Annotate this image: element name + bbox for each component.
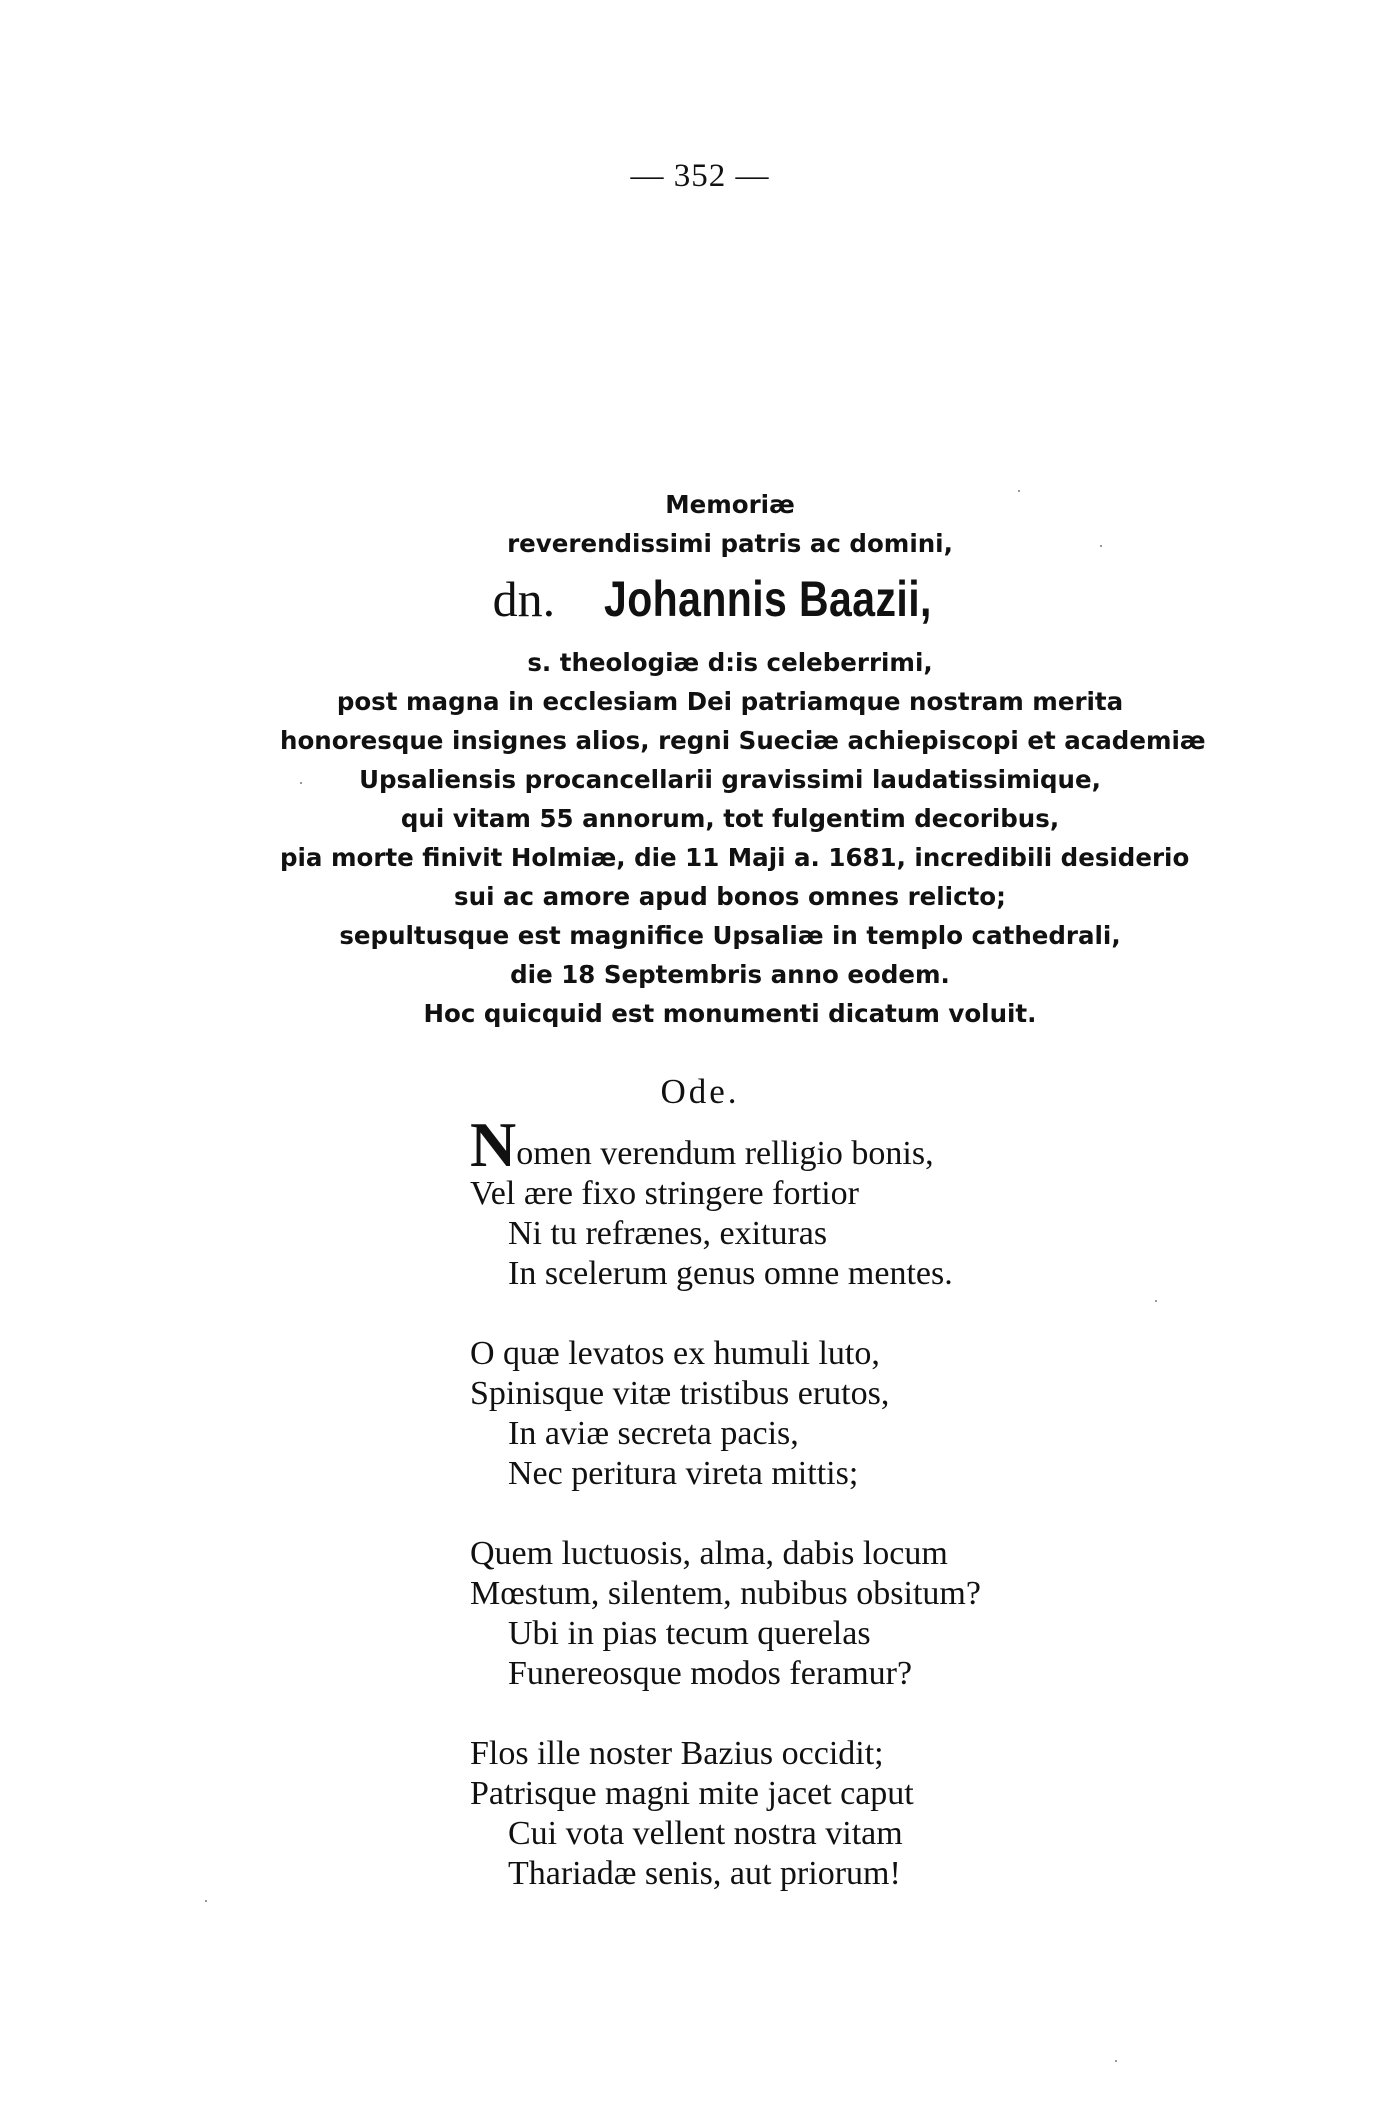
dedication-line: Upsaliensis procancellarii gravissimi laudatissimique, — [359, 765, 1101, 794]
verse-text: omen verendum relligio bonis, — [516, 1135, 934, 1172]
verse: Thariadæ senis, aut priorum! — [508, 1855, 901, 1892]
paper-speck — [205, 1900, 207, 1902]
verse: Flos ille noster Bazius occidit; — [470, 1735, 884, 1772]
dedication-line: reverendissimi patris ac domini, — [507, 529, 953, 558]
verse: Ubi in pias tecum querelas — [508, 1615, 871, 1652]
dedication-line: Memoriæ — [665, 490, 795, 519]
dedication-block — [280, 485, 1206, 1033]
dedication-line: pia morte finivit Holmiæ, die 11 Maji a. 1681, incredibili desiderio — [280, 843, 1190, 872]
dedication-line: Hoc quicquid est monumenti dicatum voluit. — [423, 999, 1037, 1028]
stanza — [470, 1109, 1170, 1294]
stanza — [470, 1334, 1170, 1494]
honoree-name-line — [280, 569, 1180, 629]
verse: Nec peritura vireta mittis; — [508, 1455, 859, 1492]
ode-poem — [470, 1109, 1170, 1934]
dedication-line: s. theologiæ d:is celeberrimi, — [527, 648, 933, 677]
verse: Funereosque modos feramur? — [508, 1655, 913, 1692]
dedication-line: sui ac amore apud bonos omnes relicto; — [454, 882, 1006, 911]
dedication-line: honoresque insignes alios, regni Sueciæ achiepiscopi et academiæ — [280, 726, 1206, 755]
verse: O quæ levatos ex humuli luto, — [470, 1335, 880, 1372]
paper-speck — [1018, 490, 1020, 492]
page-number: — 352 — — [630, 158, 770, 194]
ode-title: Ode. — [660, 1072, 740, 1111]
verse: Vel ære fixo stringere fortior — [470, 1175, 859, 1212]
paper-speck — [1155, 1300, 1157, 1302]
verse: Cui vota vellent nostra vitam — [508, 1815, 903, 1852]
verse: Ni tu refrænes, exituras — [508, 1215, 828, 1252]
dedication-line: die 18 Septembris anno eodem. — [510, 960, 950, 989]
verse: Patrisque magni mite jacet caput — [470, 1775, 914, 1812]
verse: Mœstum, silentem, nubibus obsitum? — [470, 1575, 981, 1612]
honoree-prefix: dn. — [492, 571, 556, 627]
stanza — [470, 1534, 1170, 1694]
verse — [470, 1109, 1170, 1180]
verse: In aviæ secreta pacis, — [508, 1415, 799, 1452]
paper-speck — [300, 782, 302, 784]
verse: In scelerum genus omne mentes. — [508, 1255, 953, 1292]
dedication-line: qui vitam 55 annorum, tot fulgentim decoribus, — [400, 804, 1060, 833]
paper-speck — [1115, 2060, 1117, 2062]
stanza — [470, 1734, 1170, 1894]
dedication-line: sepultusque est magnifice Upsaliæ in templo cathedrali, — [339, 921, 1121, 950]
verse: Spinisque vitæ tristibus erutos, — [470, 1375, 890, 1412]
dedication-line: post magna in ecclesiam Dei patriamque nostram merita — [336, 687, 1124, 716]
drop-cap: N — [470, 1109, 517, 1180]
paper-speck — [1100, 545, 1102, 547]
honoree-name: Johannis Baazii, — [603, 571, 932, 627]
verse: Quem luctuosis, alma, dabis locum — [470, 1535, 948, 1572]
